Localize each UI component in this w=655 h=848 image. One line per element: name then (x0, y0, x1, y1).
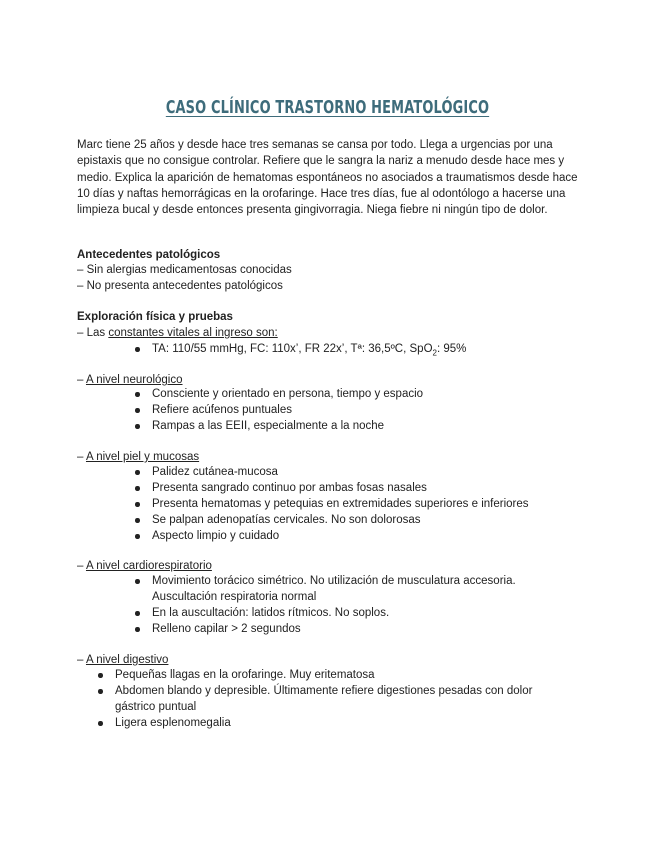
antecedentes-heading: Antecedentes patológicos (77, 249, 221, 261)
list-item: Aspecto limpio y cuidado (132, 528, 552, 544)
document-title: CASO CLÍNICO TRASTORNO HEMATOLÓGICO (165, 98, 490, 118)
list-item: Relleno capilar > 2 segundos (132, 621, 552, 637)
list-item: Se palpan adenopatías cervicales. No son dolorosas (132, 512, 552, 528)
case-intro-paragraph: Marc tiene 25 años y desde hace tres semanas se cansa por todo. Llega a urgencias por una epistaxis que no consigue controlar. Refiere que le sangra la nariz a menudo desde hace mes y medio. Explica la aparición de hematomas espontáneos no asociados a traumatismos desde hace 10 días y naftas hemorrágicas en la orofaringe. Hace tres días, fue al odontólogo a hacerse una limpieza bucal y desde entonces presenta gingivorragia. Niega fiebre ni ningún tipo de dolor. (77, 139, 578, 217)
list-item: Consciente y orientado en persona, tiempo y espacio (132, 386, 552, 402)
exploracion-heading: Exploración física y pruebas (77, 311, 233, 323)
list-item: Refiere acúfenos puntuales (132, 402, 552, 418)
section-heading-piel: – A nivel piel y mucosas (77, 451, 200, 463)
vitals-item: TA: 110/55 mmHg, FC: 110x’, FR 22x’, Tª: 36,5ºC, SpO$_2$: 95% (132, 341, 552, 361)
vitals-prefix: – Las (77, 327, 109, 339)
piel-list (132, 464, 552, 544)
list-item: En la auscultación: latidos rítmicos. No soplos. (132, 605, 552, 621)
list-item: Ligera esplenomegalia (95, 715, 555, 731)
digestivo-list (95, 667, 555, 731)
list-item: Presenta hematomas y petequias en extremidades superiores e inferiores (132, 496, 552, 512)
list-item: Abdomen blando y depresible. Últimamente refiere digestiones pesadas con dolor gástrico puntual (95, 683, 555, 715)
vitals-label: constantes vitales al ingreso son: (108, 327, 278, 339)
list-item: Presenta sangrado continuo por ambas fosas nasales (132, 480, 552, 496)
antecedentes-item: – No presenta antecedentes patológicos (77, 280, 283, 292)
neurologico-list (132, 386, 552, 434)
section-heading-neurologico: – A nivel neurológico (77, 374, 183, 386)
vitals-intro-line (77, 325, 278, 341)
list-item: Pequeñas llagas en la orofaringe. Muy eritematosa (95, 667, 555, 683)
vitals-list (132, 341, 552, 361)
antecedentes-item: – Sin alergias medicamentosas conocidas (77, 264, 292, 276)
cardio-list (132, 573, 552, 637)
list-item: Palidez cutánea-mucosa (132, 464, 552, 480)
section-heading-cardio: – A nivel cardiorespiratorio (77, 560, 212, 572)
list-item: Movimiento torácico simétrico. No utilización de musculatura accesoria. Auscultación respiratoria normal (132, 573, 552, 605)
list-item: Rampas a las EEII, especialmente a la noche (132, 418, 552, 434)
section-heading-digestivo: – A nivel digestivo (77, 654, 169, 666)
